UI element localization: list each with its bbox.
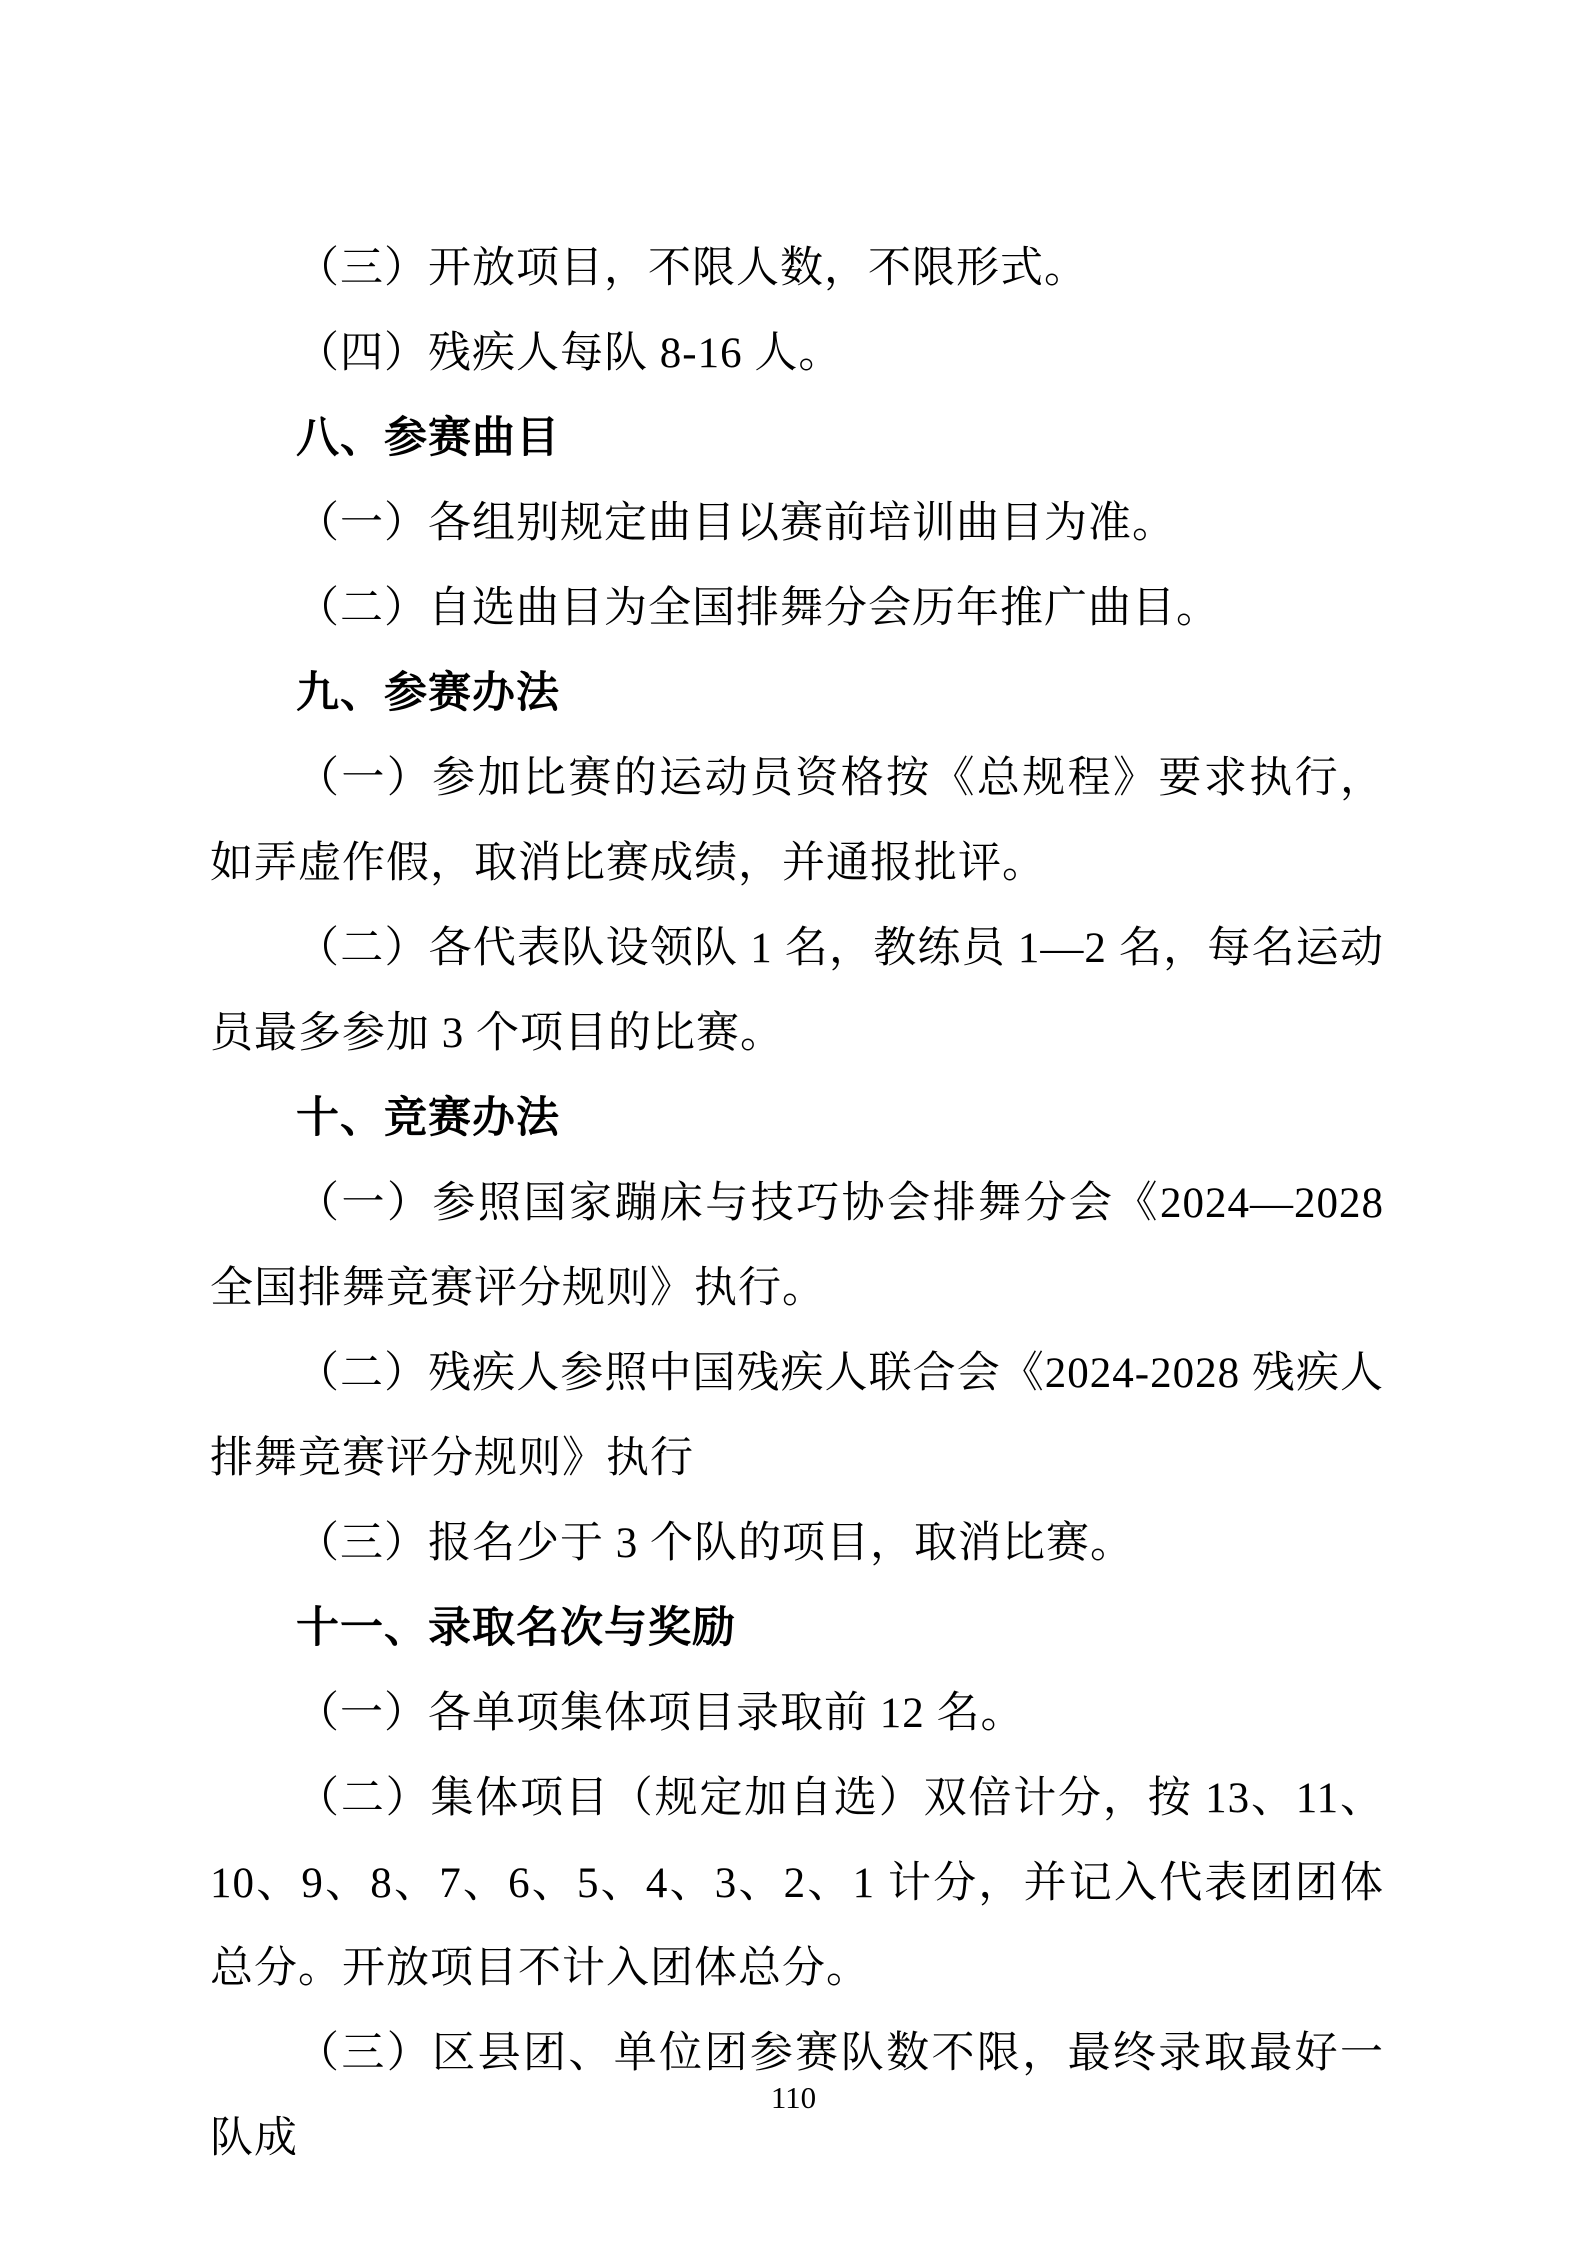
paragraph: （三）报名少于 3 个队的项目，取消比赛。: [296, 1520, 1134, 1567]
paragraph: （一）参加比赛的运动员资格按《总规程》要求执行，如弄虚作假，取消比赛成绩，并通报批评。: [210, 755, 1384, 887]
section-heading: 十、竞赛办法: [296, 1094, 560, 1142]
paragraph: （四）残疾人每队 8-16 人。: [296, 330, 843, 377]
section-heading: 八、参赛曲目: [296, 414, 560, 462]
section-heading: 九、参赛办法: [296, 669, 560, 717]
paragraph: （一）各单项集体项目录取前 12 名。: [296, 1690, 1025, 1737]
document-body: [210, 226, 1384, 2181]
paragraph: （一）参照国家蹦床与技巧协会排舞分会《2024—2028 全国排舞竞赛评分规则》执行。: [210, 1180, 1384, 1312]
paragraph: （二）自选曲目为全国排舞分会历年推广曲目。: [296, 585, 1220, 632]
page-number: 110: [770, 2080, 817, 2115]
paragraph: （三）区县团、单位团参赛队数不限，最终录取最好一队成: [210, 2030, 1384, 2162]
paragraph: （一）各组别规定曲目以赛前培训曲目为准。: [296, 500, 1176, 547]
paragraph: （二）残疾人参照中国残疾人联合会《2024-2028 残疾人排舞竞赛评分规则》执行: [210, 1350, 1384, 1482]
paragraph: （三）开放项目，不限人数，不限形式。: [296, 245, 1088, 292]
paragraph: （二）集体项目（规定加自选）双倍计分，按 13、11、10、9、8、7、6、5、4、3、2、1 计分，并记入代表团团体总分。开放项目不计入团体总分。: [210, 1775, 1384, 1992]
section-heading: 十一、录取名次与奖励: [296, 1604, 736, 1652]
paragraph: （二）各代表队设领队 1 名，教练员 1—2 名，每名运动员最多参加 3 个项目的比赛。: [210, 925, 1384, 1057]
